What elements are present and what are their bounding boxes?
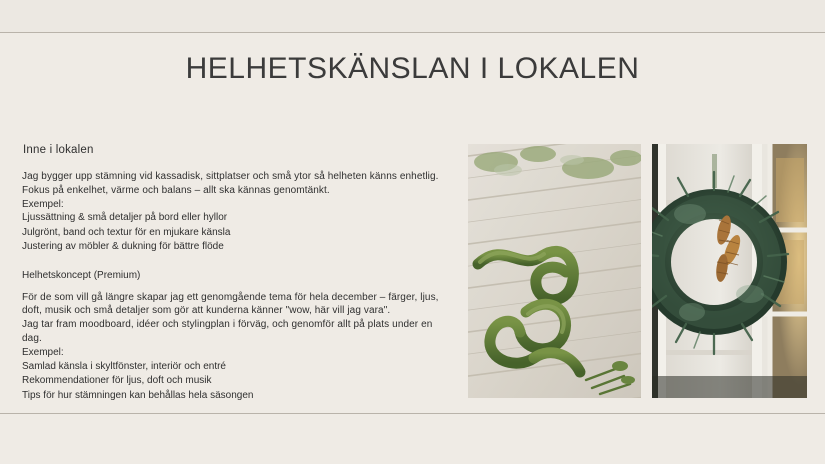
list-item: Samlad känsla i skyltfönster, interiör och entré <box>22 360 226 372</box>
list-item: Ljussättning & små detaljer på bord eller hyllor <box>22 212 228 224</box>
page-title: HELHETSKÄNSLAN I LOKALEN <box>185 52 640 85</box>
section-two-paragraph-two: Jag tar fram moodboard, idéer och stylingplan i förväg, och genomför allt på plats under en dag. <box>22 319 433 345</box>
list-item: Rekommendationer för ljus, doft och musik <box>22 375 212 387</box>
bottom-band <box>0 414 825 464</box>
list-item: Tips för hur stämningen kan behållas hela säsongen <box>22 389 254 401</box>
moss-script-on-white-wood-photo <box>468 144 641 398</box>
top-divider <box>0 32 825 33</box>
top-band <box>0 0 825 32</box>
section-two-heading: Helhetskoncept (Premium) <box>22 269 141 281</box>
section-two-paragraph-one: För de som vill gå längre skapar jag ett genomgående tema för hela december – färger, ljus, doft, musik och små detaljer som gör att kunderna känner "wow, här vill jag vara". <box>22 291 439 317</box>
list-item: Julgrönt, band och textur för en mjukare känsla <box>22 226 231 238</box>
list-item: Justering av möbler & dukning för bättre flöde <box>22 241 224 253</box>
lead-text: Inne i lokalen <box>23 144 94 156</box>
section-one-paragraph: Jag bygger upp stämning vid kassadisk, sittplatser och små ytor så helheten känns enhetlig. Fokus på enkelhet, värme och balans – allt ska kännas genomtänkt. <box>22 171 439 196</box>
section-two-bullets <box>22 360 450 404</box>
evergreen-wreath-on-door-photo <box>652 144 807 398</box>
body-column <box>22 144 450 403</box>
section-one-example-label: Exempel: <box>22 198 64 210</box>
section-one-bullets <box>22 211 450 255</box>
section-two-example-label: Exempel: <box>22 346 64 358</box>
